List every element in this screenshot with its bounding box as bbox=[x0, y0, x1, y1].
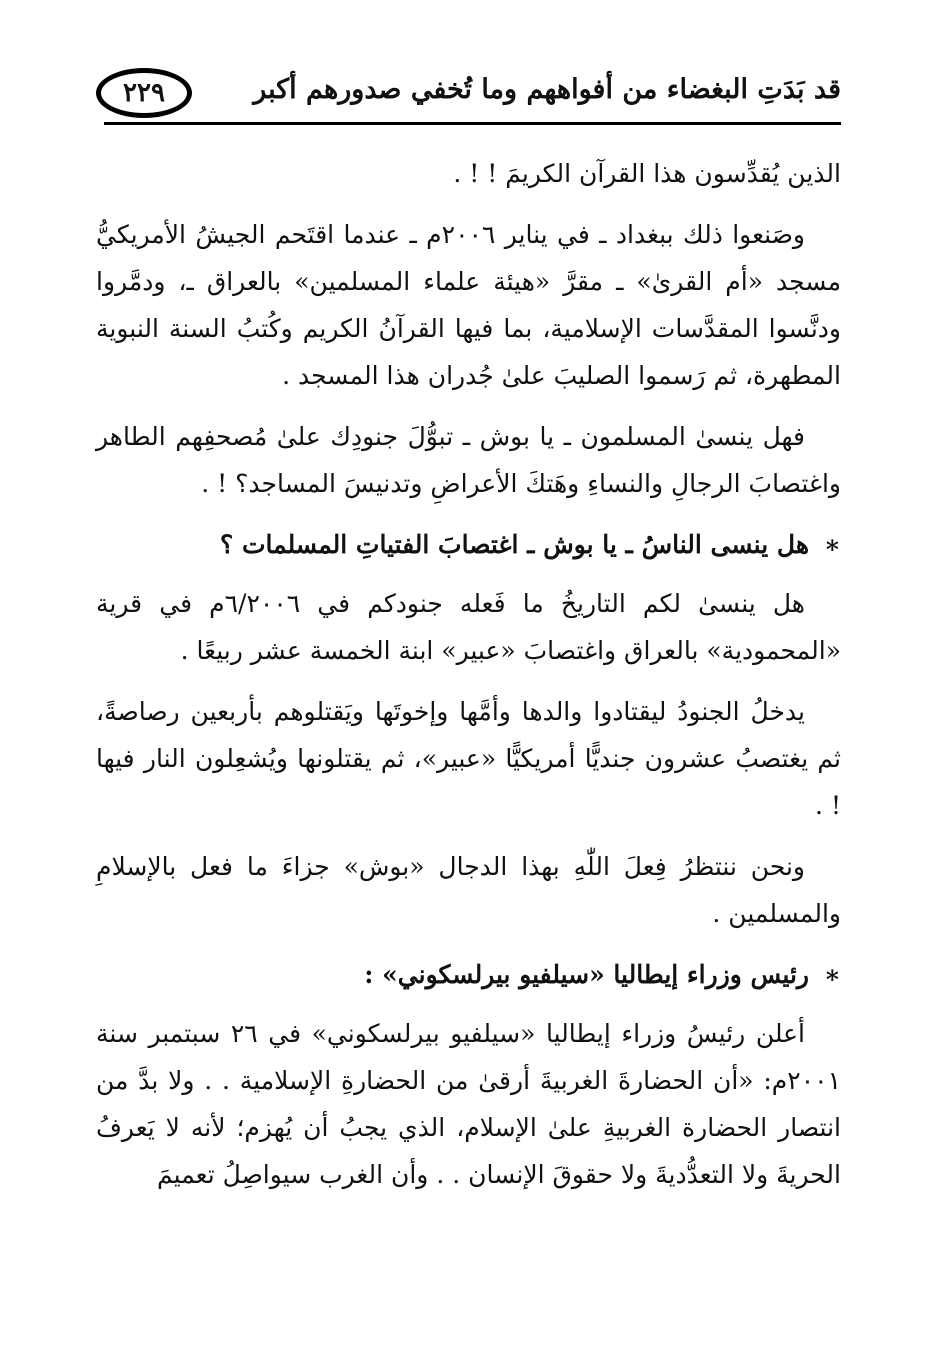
section-heading-1 bbox=[96, 521, 841, 568]
page-number-badge bbox=[96, 68, 192, 118]
page-number: ٢٢٩ bbox=[123, 78, 165, 108]
star-icon: ∗ bbox=[823, 530, 841, 559]
header-divider bbox=[104, 122, 841, 125]
section-heading-1-text: هل ينسى الناسُ ـ يا بوش ـ اغتصابَ الفتياتِ المسلمات ؟ bbox=[220, 530, 809, 559]
page-header bbox=[96, 62, 841, 134]
body-text bbox=[96, 150, 841, 1212]
paragraph-5: يدخلُ الجنودُ ليقتادوا والدها وأمَّها وإخوتَها ويَقتلوهم بأربعين رصاصةً، ثم يغتصبُ عشرون جنديًّا أمريكيًّا «عبير»، ثم يقتلونها ويُشعِلون النار فيها ! . bbox=[96, 697, 841, 820]
paragraph-7: أعلن رئيسُ وزراء إيطاليا «سيلفيو بيرلسكوني» في ٢٦ سبتمبر سنة ٢٠٠١م: «أن الحضارةَ الغربيةَ أرقىٰ من الحضارةِ الإسلامية . . ولا بدَّ من انتصار الحضارة الغربيةِ علىٰ الإسلام، الذي يجبُ أن يُهزم؛ لأنه لا يَعرفُ الحريةَ ولا التعدُّديةَ ولا حقوقَ الإنسان . . وأن الغرب سيواصِلُ تعميمَ bbox=[96, 1019, 841, 1189]
paragraph-1: الذين يُقدِّسون هذا القرآن الكريمَ ! ! . bbox=[453, 159, 841, 188]
paragraph-4: هل ينسىٰ لكم التاريخُ ما فَعله جنودكم في ٦/٢٠٠٦م في قرية «المحمودية» بالعراق واغتصابَ «عبير» ابنة الخمسة عشر ربيعًا . bbox=[96, 589, 841, 665]
paragraph-6: ونحن ننتظرُ فِعلَ اللّٰهِ بهذا الدجال «بوش» جزاءَ ما فعل بالإسلامِ والمسلمين . bbox=[96, 852, 841, 928]
section-heading-2 bbox=[96, 951, 841, 998]
paragraph-3: فهل ينسىٰ المسلمون ـ يا بوش ـ تبوُّلَ جنودِك علىٰ مُصحفِهم الطاهر واغتصابَ الرجالِ والنساءِ وهَتكَ الأعراضِ وتدنيسَ المساجد؟ ! . bbox=[96, 422, 841, 498]
running-title: قد بَدَتِ البغضاء من أفواههم وما تُخفي صدورهم أكبر bbox=[253, 74, 841, 105]
paragraph-2: وصَنعوا ذلك ببغداد ـ في يناير ٢٠٠٦م ـ عندما اقتَحم الجيشُ الأمريكيُّ مسجد «أم القرىٰ» ـ مقرَّ «هيئة علماء المسلمين» بالعراق ـ، ودمَّروا ودنَّسوا المقدَّسات الإسلامية، بما فيها القرآنُ الكريم وكُتبُ السنة النبوية المطهرة، ثم رَسموا الصليبَ علىٰ جُدران هذا المسجد . bbox=[96, 220, 841, 390]
section-heading-2-text: رئيس وزراء إيطاليا «سيلفيو بيرلسكوني» : bbox=[364, 960, 809, 989]
star-icon: ∗ bbox=[823, 960, 841, 989]
